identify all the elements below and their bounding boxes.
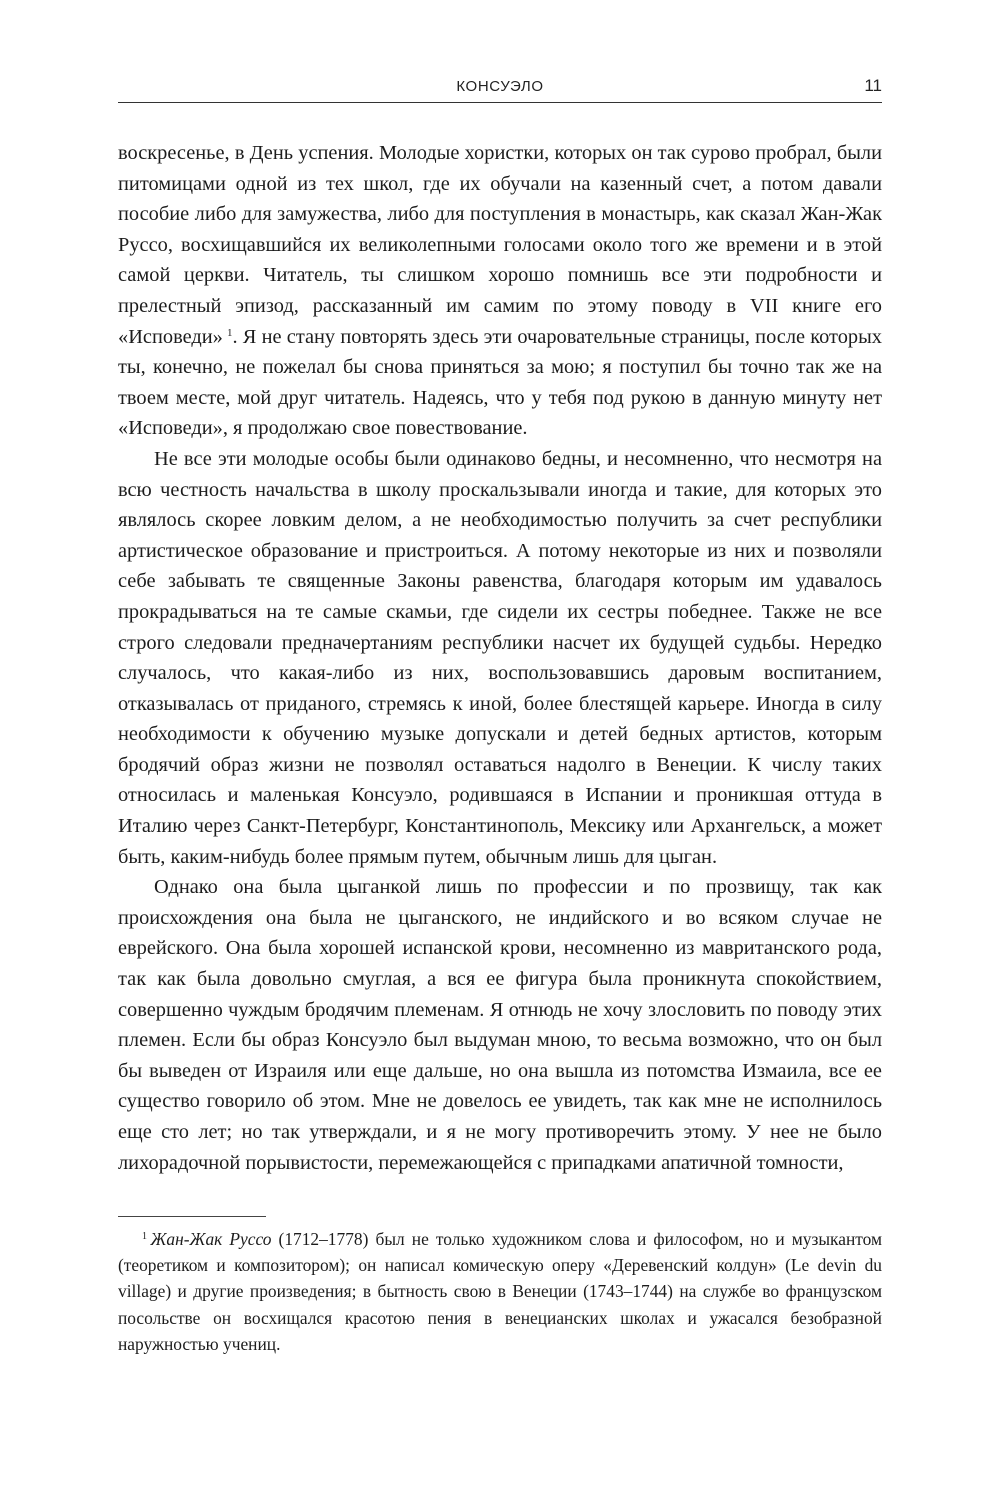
footnote [118, 1226, 882, 1357]
footnote-name: Жан-Жак Руссо [150, 1229, 272, 1249]
paragraph-1 [118, 138, 882, 444]
footnote-divider [118, 1216, 266, 1217]
paragraph-2: Не все эти молодые особы были одинаково бедны, и несомненно, что несмотря на всю честность начальства в школу проскальзывали иногда и такие, для которых это являлось скорее ловким делом, а не необходимостью получить за счет республики артистическое образование и пристроиться. А потому некоторые из них и позволяли себе забывать те священные Законы равенства, благодаря которым им удавалось прокрадываться на те самые скамьи, где сидели их сестры победнее. Также не все строго следовали предначертаниям республики насчет их будущей судьбы. Нередко случалось, что какая-либо из них, воспользовавшись даровым воспитанием, отказывалась от приданого, стремясь к иной, более блестящей карьере. Иногда в силу необходимости к обучению музыке допускали и детей бедных артистов, которым бродячий образ жизни не позволял оставаться надолго в Венеции. К числу таких относилась и маленькая Консуэло, родившаяся в Испании и проникшая оттуда в Италию через Санкт-Петербург, Константинополь, Мексику или Архангельск, а может быть, каким-нибудь более прямым путем, обычным лишь для цыган. [118, 447, 882, 868]
paragraph-1-text: воскресенье, в День успения. Молодые хористки, которых он так сурово пробрал, были питомицами одной из тех школ, где их обучали на казенный счет, а потом давали пособие либо для замужества, либо для поступления в монастырь, как сказал Жан-Жак Руссо, восхищавшийся их великолепными голосами около того же времени и в этой самой церкви. Читатель, ты слишком хорошо помнишь все эти подробности и прелестный эпизод, рассказанный им самим по этому поводу в VII книге его «Исповеди» [118, 142, 882, 348]
paragraph-1-text-cont: . Я не стану повторять здесь эти очаровательные страницы, после которых ты, конечно, не пожелал бы снова приняться за мою; я поступил бы точно так же на твоем месте, мой друг читатель. Надеясь, что у тебя под рукою в данную минуту нет «Исповеди», я продолжаю свое повествование. [118, 325, 882, 440]
main-text [118, 138, 882, 1178]
page-number: 11 [864, 76, 882, 95]
footnote-text: (1712–1778) был не только художником слова и философом, но и музыкантом (теоретиком и композитором); он написал комическую оперу «Деревенский колдун» (Le devin du village) и другие произведения; в бытность свою в Венеции (1743–1744) на службе во французском посольстве он восхищался красотою пения в венецианских школах и ужасался безобразной наружностью учениц. [118, 1229, 882, 1354]
footnote-mark: 1 [142, 1231, 147, 1242]
running-header [118, 76, 882, 103]
footnote-reference: 1 [226, 326, 233, 339]
paragraph-3: Однако она была цыганкой лишь по профессии и по прозвищу, так как происхождения она была не цыганского, не индийского и во всяком случае не еврейского. Она была хорошей испанской крови, несомненно из мавританского рода, так как была довольно смуглая, а вся ее фигура была проникнута спокойствием, совершенно чуждым бродячим племенам. Я отнюдь не хочу злословить по поводу этих племен. Если бы образ Консуэло был выдуман мною, то весьма возможно, что он был бы выведен от Израиля или еще дальше, но она вышла из потомства Измаила, все ее существо говорило об этом. Мне не довелось ее увидеть, так как мне не исполнилось еще сто лет; но так утверждали, и я не могу противоречить этому. У нее не было лихорадочной порывистости, перемежающейся с припадками апатичной томности, [118, 876, 882, 1174]
running-title: КОНСУЭЛО [456, 78, 544, 95]
